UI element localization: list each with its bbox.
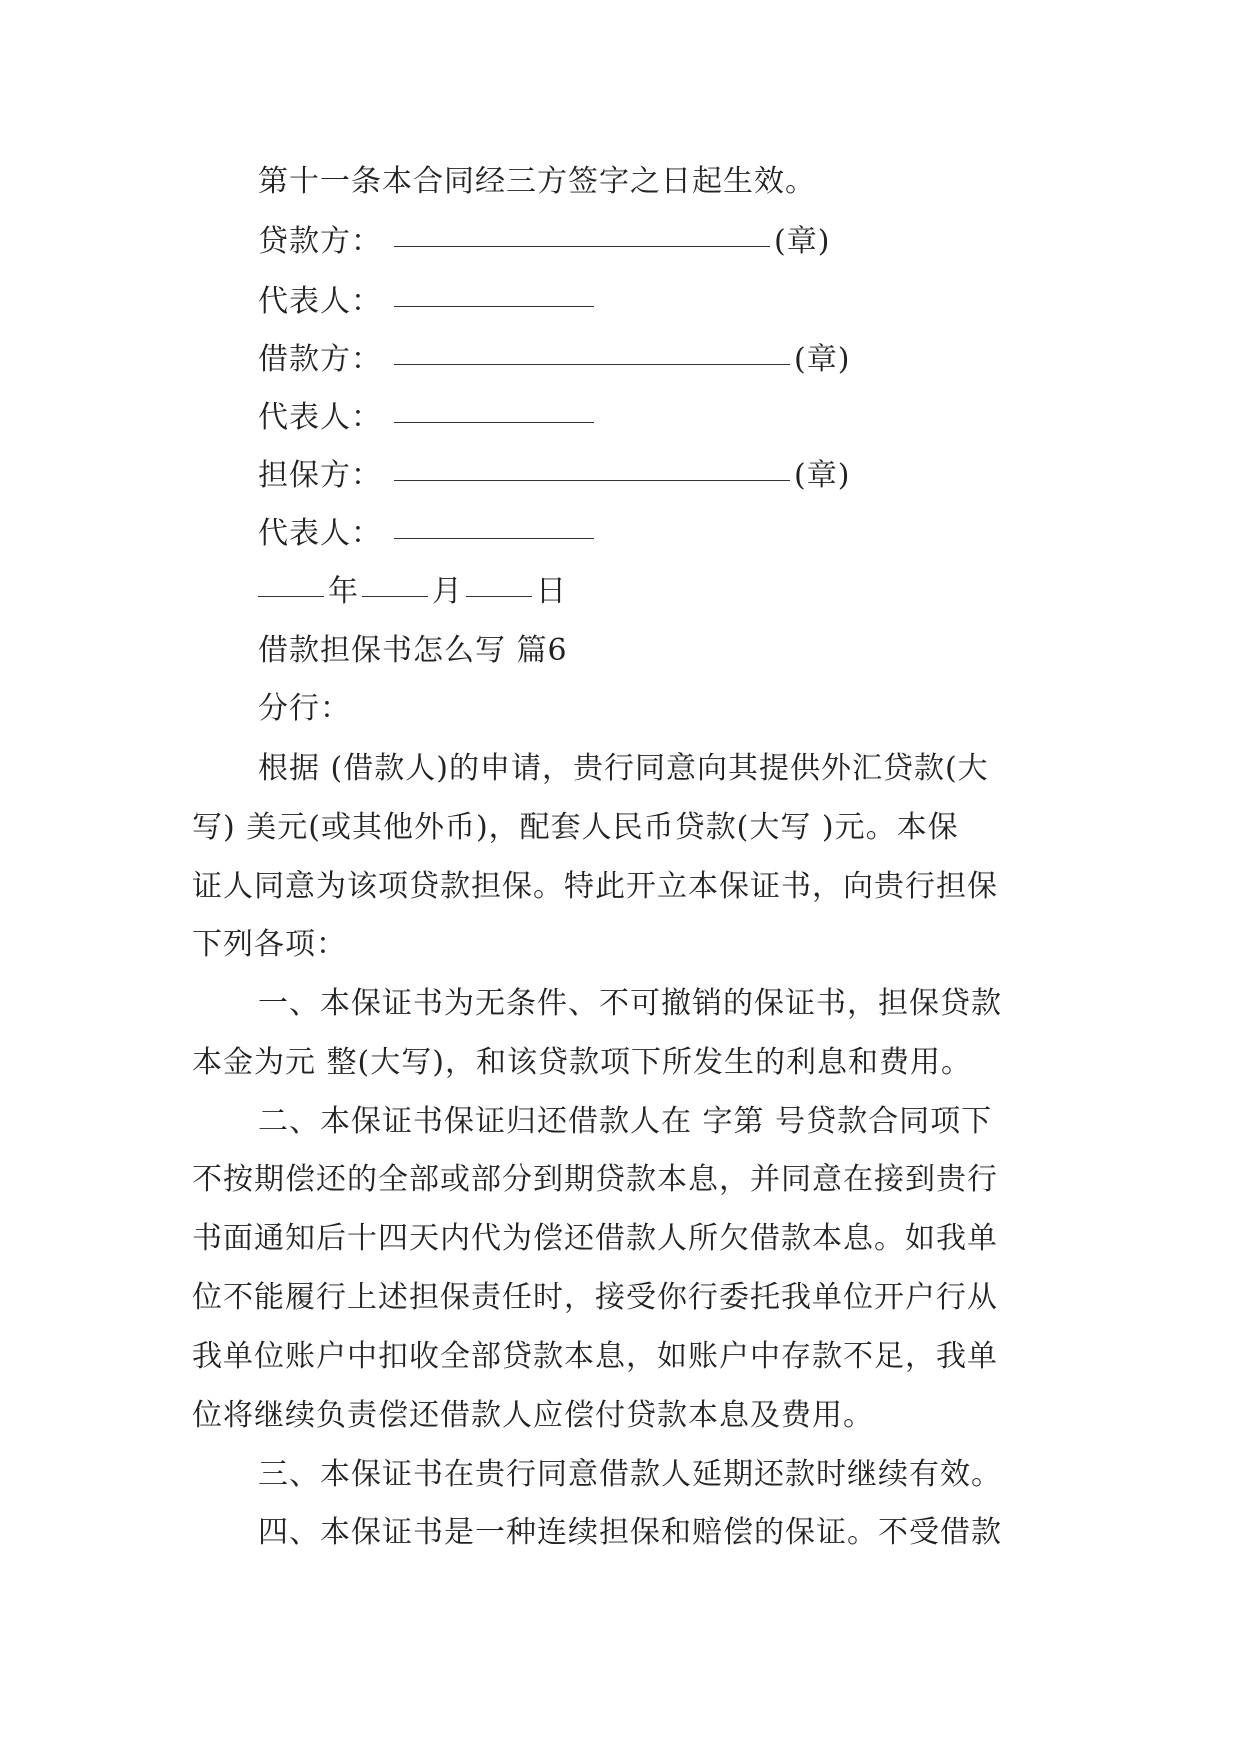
section-title: 借款担保书怎么写 篇6 [258,633,568,668]
day-blank [466,572,532,597]
signature-label: 代表人： [258,284,382,319]
signature-label: 借款方： [258,342,382,377]
body-line: 证人同意为该项贷款担保。特此开立本保证书，向贵行担保 [192,869,998,904]
signature-label: 贷款方： [258,224,382,259]
signature-blank [394,514,594,539]
body-line: 一、本保证书为无条件、不可撤销的保证书，担保贷款 [258,986,1002,1021]
signature-blank [394,456,790,481]
signature-row-guarantor-rep [258,514,594,554]
salutation: 分行： [258,691,351,726]
seal-mark: (章) [794,342,851,377]
signature-label: 代表人： [258,400,382,435]
body-line: 本金为元 整(大写)，和该贷款项下所发生的利息和费用。 [192,1045,972,1080]
signature-label: 代表人： [258,516,382,551]
body-line: 我单位账户中扣收全部贷款本息，如账户中存款不足，我单 [192,1339,998,1374]
year-blank [258,572,324,597]
body-line: 下列各项： [192,927,347,962]
signature-blank [394,340,790,365]
signature-row-borrower-rep [258,398,594,438]
body-line: 写) 美元(或其他外币)，配套人民币贷款(大写 )元。本保 [192,810,959,845]
body-line: 三、本保证书在贵行同意借款人延期还款时继续有效。 [258,1457,1002,1492]
signature-row-borrower [258,340,850,380]
day-label: 日 [536,574,566,609]
seal-mark: (章) [794,458,851,493]
body-line: 不按期偿还的全部或部分到期贷款本息，并同意在接到贵行 [192,1162,998,1197]
signature-label: 担保方： [258,458,382,493]
body-line: 四、本保证书是一种连续担保和赔偿的保证。不受借款 [258,1515,1002,1550]
clause-11: 第十一条本合同经三方签字之日起生效。 [258,164,816,199]
signature-blank [394,282,594,307]
body-line: 位不能履行上述担保责任时，接受你行委托我单位开户行从 [192,1280,998,1315]
date-row [258,572,570,612]
month-blank [362,572,428,597]
signature-row-lender-rep [258,282,594,322]
signature-blank [394,222,770,247]
body-line: 二、本保证书保证归还借款人在 字第 号贷款合同项下 [258,1104,993,1139]
signature-row-guarantor [258,456,850,496]
year-label: 年 [328,574,358,609]
month-label: 月 [432,574,462,609]
body-line: 位将继续负责偿还借款人应偿付贷款本息及费用。 [192,1398,874,1433]
body-line: 根据 (借款人)的申请，贵行同意向其提供外汇贷款(大 [258,751,989,786]
signature-row-lender [258,222,830,262]
body-line: 书面通知后十四天内代为偿还借款人所欠借款本息。如我单 [192,1221,998,1256]
seal-mark: (章) [774,224,831,259]
signature-blank [394,398,594,423]
